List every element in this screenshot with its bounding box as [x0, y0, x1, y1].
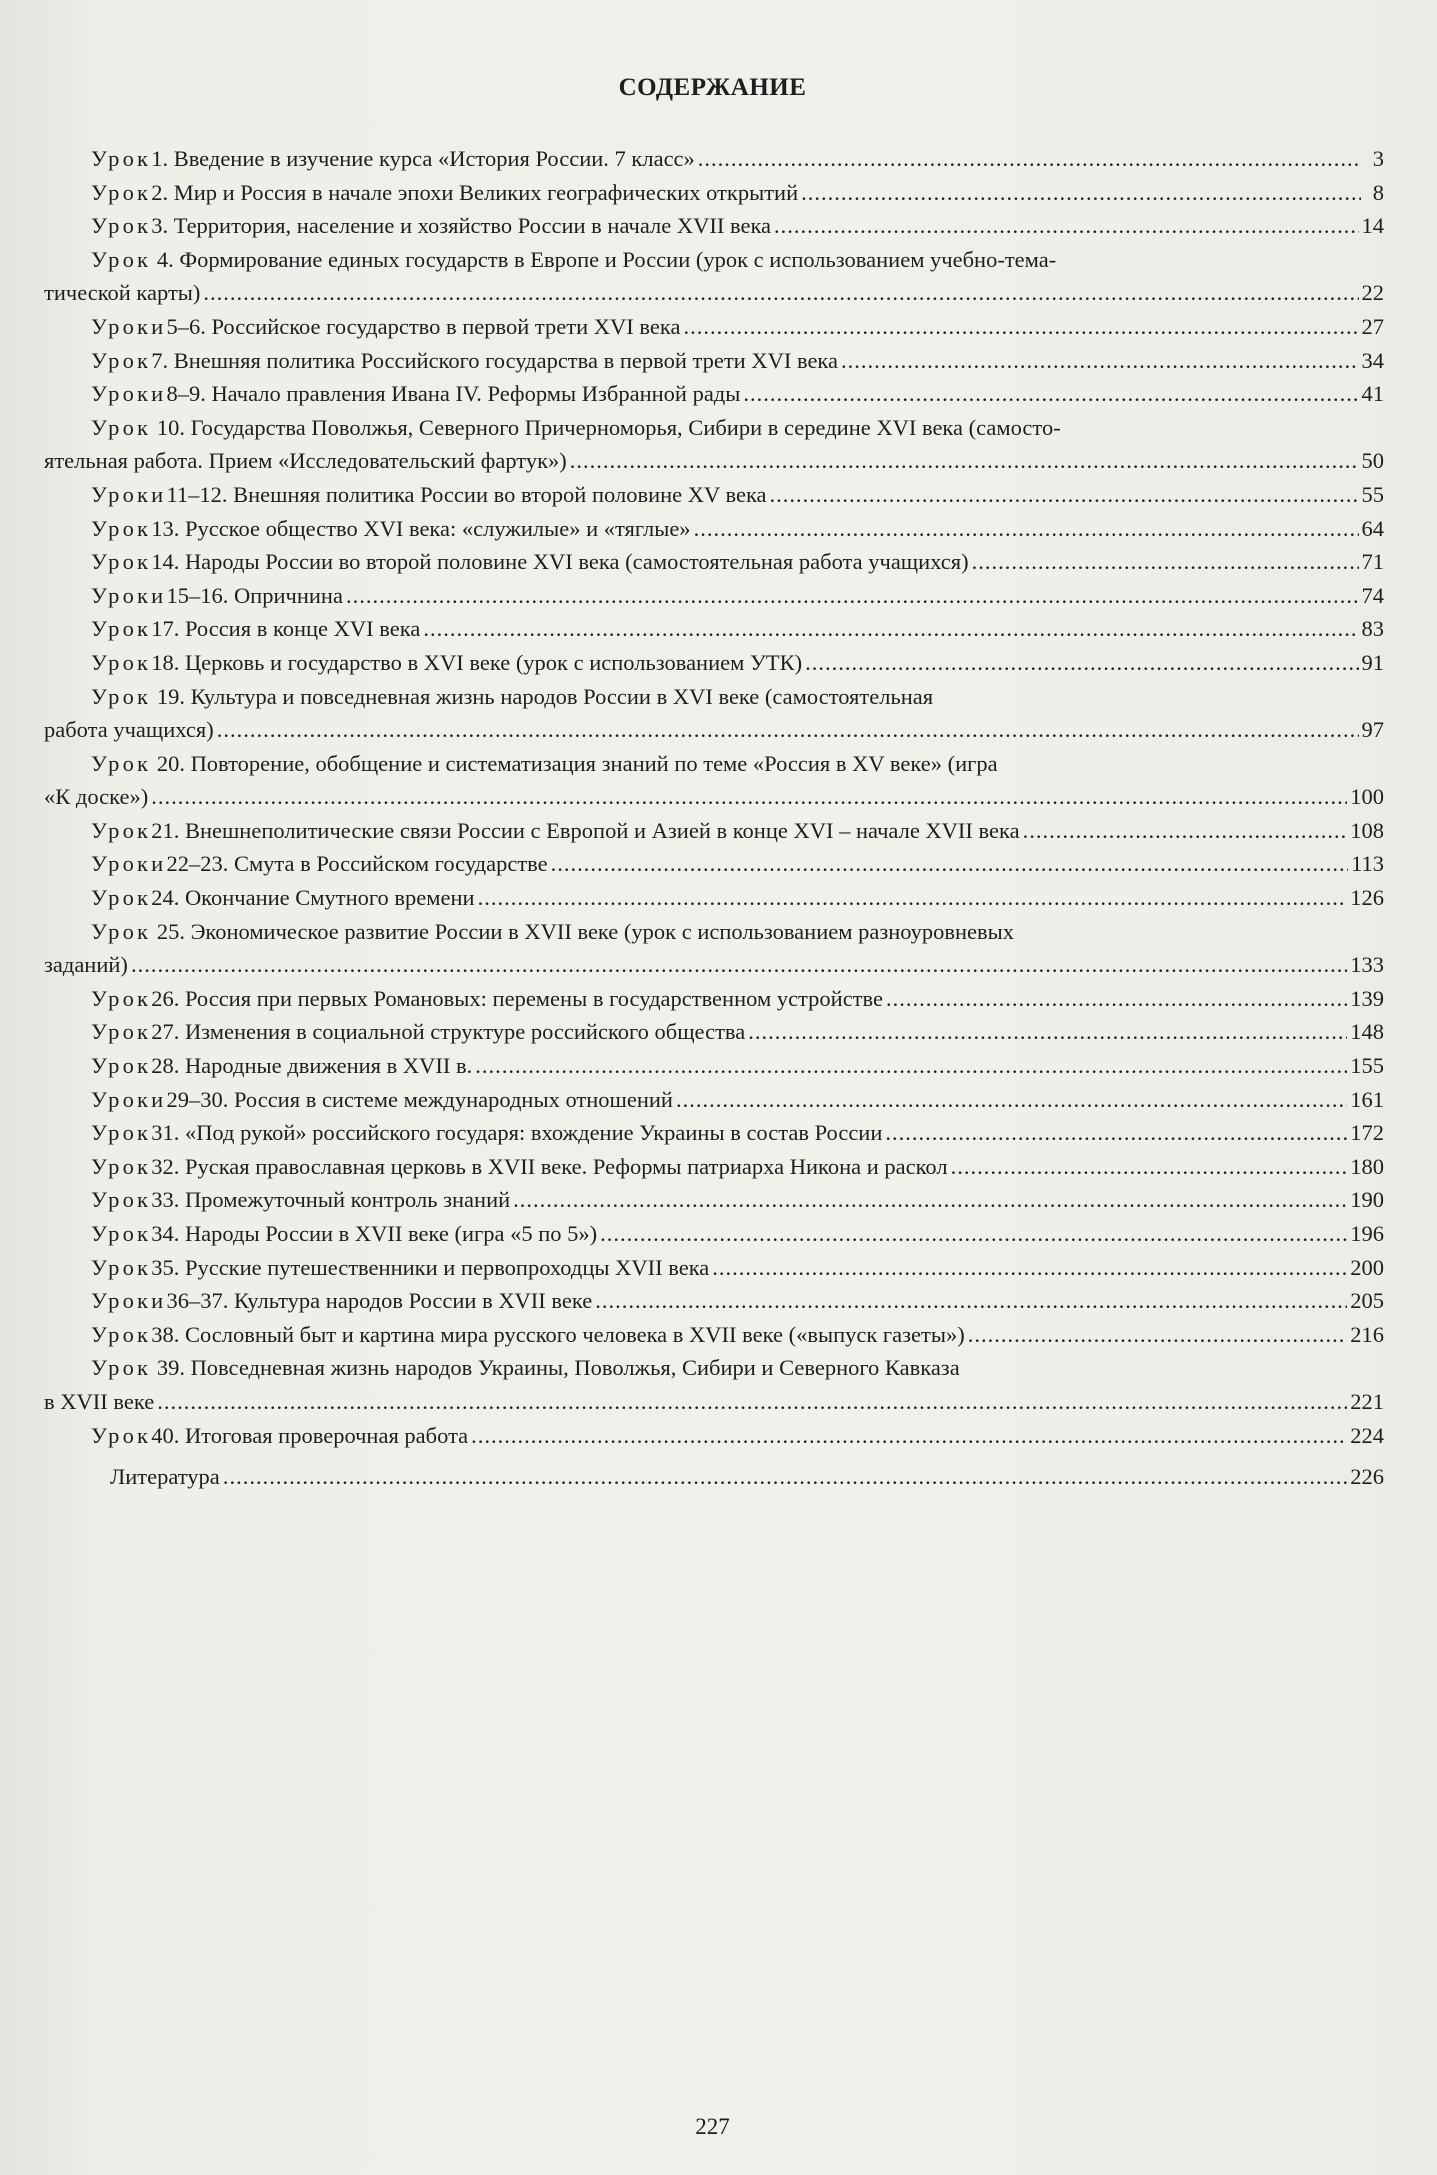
- toc-entry-prefix: Урок: [91, 414, 152, 440]
- dot-leader: [223, 1460, 1347, 1494]
- toc-entry-title: 4. Формирование единых государств в Европе и России (урок с использованием учебно-тема-: [151, 246, 1057, 272]
- toc-entry-prefix: Уроки: [91, 481, 167, 507]
- toc-entry-title: 10. Государства Поволжья, Северного Причерноморья, Сибири в середине XVI века (самосто-: [151, 414, 1061, 440]
- toc-entry-line: [44, 1150, 1384, 1184]
- toc-entry-title: 26. Россия при первых Романовых: перемены в государственном устройстве: [151, 985, 883, 1011]
- dot-leader: [551, 847, 1348, 881]
- toc-entry-page: 3: [1372, 146, 1384, 171]
- toc-entry-prefix: Урок: [91, 1120, 152, 1146]
- toc-entry-page: 108: [1350, 817, 1384, 843]
- toc-entry-continuation: [44, 948, 1384, 982]
- toc-entry-line: [44, 814, 1384, 848]
- toc-entry-line: [44, 1419, 1384, 1453]
- dot-leader: [676, 1083, 1347, 1117]
- toc-entry-line: [44, 1351, 1384, 1385]
- toc-entry-line: [44, 310, 1384, 344]
- toc-entry: [44, 1284, 1384, 1318]
- toc-entry-title: 20. Повторение, обобщение и систематизация знаний по теме «Россия в XV веке» (игра: [151, 750, 998, 776]
- dot-leader: [570, 444, 1359, 478]
- toc-entry-page: 27: [1361, 313, 1384, 339]
- dot-leader: [886, 982, 1347, 1016]
- toc-entry-line: [44, 915, 1384, 949]
- toc-entry-title: 18. Церковь и государство в XVI веке (урок с использованием УТК): [151, 649, 803, 675]
- toc-entry-line: [44, 1318, 1384, 1352]
- toc-entry-prefix: Урок: [91, 750, 152, 776]
- toc-entry-line: [44, 1049, 1384, 1083]
- toc-entry-continuation: [44, 444, 1384, 478]
- dot-leader: [972, 545, 1359, 579]
- dot-leader: [801, 176, 1361, 210]
- toc-entry-page: 55: [1361, 481, 1384, 507]
- toc-entry: [44, 747, 1384, 814]
- toc-entry-line: [44, 209, 1384, 243]
- toc-entry-page: 148: [1350, 1019, 1384, 1045]
- toc-entry-page: 64: [1361, 515, 1384, 541]
- dot-leader: [595, 1284, 1347, 1318]
- dot-leader: [774, 209, 1358, 243]
- table-of-contents: [44, 142, 1384, 1494]
- toc-entry-line: [44, 176, 1384, 210]
- toc-entry-line: [44, 1083, 1384, 1117]
- toc-entry-page: 8: [1372, 179, 1384, 205]
- toc-entry-page: 221: [1350, 1388, 1384, 1414]
- dot-leader: [770, 478, 1359, 512]
- dot-leader: [471, 1419, 1347, 1453]
- toc-entry-prefix: Уроки: [91, 1086, 167, 1112]
- dot-leader: [951, 1150, 1348, 1184]
- toc-entry-page: 172: [1350, 1120, 1384, 1146]
- toc-entry-title: 5–6. Российское государство в первой трети XVI века: [166, 313, 681, 339]
- dot-leader: [805, 646, 1358, 680]
- toc-entry-prefix: Уроки: [91, 313, 167, 339]
- toc-entry-title: 27. Изменения в социальной структуре российского общества: [151, 1019, 746, 1045]
- toc-entry-title: 13. Русское общество XVI века: «служилые» и «тяглые»: [151, 515, 691, 541]
- toc-entry-continuation: [44, 1385, 1384, 1419]
- toc-entry-page: 200: [1350, 1254, 1384, 1280]
- toc-entry-title-continued: заданий): [44, 952, 128, 978]
- toc-entry-title-continued: ятельная работа. Прием «Исследовательский фартук»): [44, 448, 567, 474]
- toc-entry-title: 2. Мир и Россия в начале эпохи Великих географических открытий: [151, 179, 799, 205]
- dot-leader: [600, 1217, 1347, 1251]
- toc-entry-page: 50: [1361, 448, 1384, 474]
- toc-entry-line: [44, 512, 1384, 546]
- toc-entry-prefix: Урок: [91, 885, 152, 911]
- toc-entry: [44, 680, 1384, 747]
- dot-leader: [885, 1116, 1347, 1150]
- toc-entry-title: 35. Русские путешественники и первопроходцы XVII века: [151, 1254, 710, 1280]
- toc-entry-prefix: Урок: [91, 1422, 152, 1448]
- toc-entry-line: [44, 881, 1384, 915]
- toc-entry-page: 139: [1350, 985, 1384, 1011]
- toc-literature-label: Литература: [110, 1464, 220, 1490]
- toc-entry-title-continued: работа учащихся): [44, 717, 214, 743]
- toc-entry-page: 41: [1361, 381, 1384, 407]
- toc-entry-title: 14. Народы России во второй половине XVI века (самостоятельная работа учащихся): [151, 549, 969, 575]
- toc-entry-page: 22: [1361, 280, 1384, 306]
- toc-entry-prefix: Урок: [91, 515, 152, 541]
- dot-leader: [1023, 814, 1348, 848]
- toc-entry-line: [44, 1217, 1384, 1251]
- toc-entry-title: 40. Итоговая проверочная работа: [151, 1422, 469, 1448]
- toc-entry-line: [44, 377, 1384, 411]
- toc-entry-title-continued: тической карты): [44, 280, 201, 306]
- toc-entry-prefix: Урок: [91, 1053, 152, 1079]
- toc-entry-page: 216: [1350, 1321, 1384, 1347]
- dot-leader: [478, 881, 1348, 915]
- toc-entry-prefix: Урок: [91, 817, 152, 843]
- page-number: 227: [695, 2114, 730, 2139]
- toc-entry: [44, 612, 1384, 646]
- toc-entry-page: 126: [1350, 885, 1384, 911]
- toc-entry-line: [44, 142, 1384, 176]
- toc-entry-line: [44, 847, 1384, 881]
- toc-entry-title: 34. Народы России в XVII веке (игра «5 по 5»): [151, 1221, 598, 1246]
- toc-entry-title: 25. Экономическое развитие России в XVII веке (урок с использованием разноуровневых: [151, 918, 1015, 944]
- toc-entry-prefix: Уроки: [91, 851, 167, 877]
- toc-entry: [44, 545, 1384, 579]
- toc-entry-page: 83: [1361, 616, 1384, 642]
- toc-literature-page: 226: [1350, 1464, 1384, 1490]
- dot-leader: [743, 377, 1358, 411]
- toc-entry-prefix: Урок: [91, 1019, 152, 1045]
- toc-entry-prefix: Урок: [91, 683, 152, 709]
- toc-entry: [44, 142, 1384, 176]
- dot-leader: [712, 1251, 1347, 1285]
- toc-entry: [44, 1183, 1384, 1217]
- toc-literature: [44, 1460, 1384, 1494]
- toc-entry-line: [44, 680, 1384, 714]
- toc-entry: [44, 847, 1384, 881]
- toc-entry-line: [44, 243, 1384, 277]
- toc-entry-prefix: Урок: [91, 146, 152, 171]
- toc-entry-continuation: [44, 276, 1384, 310]
- toc-entry: [44, 1351, 1384, 1418]
- toc-entry-page: 91: [1361, 649, 1384, 675]
- toc-entry-title: 22–23. Смута в Российском государстве: [166, 851, 548, 877]
- toc-entry-title: 3. Территория, население и хозяйство России в начале XVII века: [151, 213, 772, 239]
- toc-entry-prefix: Урок: [91, 1254, 152, 1280]
- toc-entry-title: 15–16. Опричнина: [166, 582, 343, 608]
- toc-entry-prefix: Урок: [91, 1153, 152, 1179]
- toc-entry-title: 7. Внешняя политика Российского государства в первой трети XVI века: [151, 347, 839, 373]
- toc-entry-page: 224: [1350, 1422, 1384, 1448]
- toc-entry: [44, 1419, 1384, 1453]
- toc-entry-prefix: Урок: [91, 1221, 152, 1246]
- toc-entry: [44, 478, 1384, 512]
- toc-entry-prefix: Урок: [91, 213, 152, 239]
- toc-entry-prefix: Уроки: [91, 582, 167, 608]
- dot-leader: [513, 1183, 1347, 1217]
- dot-leader: [694, 512, 1359, 546]
- toc-entry-prefix: Урок: [91, 1187, 152, 1213]
- toc-entry-page: 97: [1361, 717, 1384, 743]
- toc-entry-continuation: [44, 713, 1384, 747]
- dot-leader: [423, 612, 1358, 646]
- toc-entry-prefix: Урок: [91, 649, 152, 675]
- toc-entry-page: 100: [1350, 784, 1384, 810]
- toc-entry-title: 17. Россия в конце XVI века: [151, 616, 421, 642]
- toc-entry-title: 11–12. Внешняя политика России во второй половине XV века: [166, 481, 767, 507]
- toc-entry-title: 1. Введение в изучение курса «История России. 7 класс»: [151, 146, 695, 171]
- toc-entry-title: 38. Сословный быт и картина мира русского человека в XVII веке («выпуск газеты»): [151, 1321, 965, 1347]
- toc-entry: [44, 1015, 1384, 1049]
- toc-entry-title-continued: в XVII веке: [44, 1388, 155, 1414]
- toc-entry: [44, 176, 1384, 210]
- toc-entry-page: 133: [1350, 952, 1384, 978]
- toc-entry-line: [44, 1116, 1384, 1150]
- dot-leader: [346, 579, 1359, 613]
- toc-entry-page: 190: [1350, 1187, 1384, 1213]
- toc-entry-page: 161: [1350, 1086, 1384, 1112]
- toc-entry-line: [44, 747, 1384, 781]
- toc-entry-prefix: Уроки: [91, 1288, 167, 1314]
- toc-entry-page: 196: [1350, 1221, 1384, 1246]
- toc-entry: [44, 982, 1384, 1016]
- toc-entry-line: [44, 478, 1384, 512]
- dot-leader: [131, 948, 1347, 982]
- page-title: СОДЕРЖАНИЕ: [618, 74, 807, 101]
- toc-entry-line: [44, 612, 1384, 646]
- toc-entry: [44, 579, 1384, 613]
- dot-leader: [203, 276, 1358, 310]
- toc-entry-title: 24. Окончание Смутного времени: [151, 885, 475, 911]
- toc-entry-line: [44, 1284, 1384, 1318]
- toc-entry-line: [44, 982, 1384, 1016]
- toc-entry-title: 8–9. Начало правления Ивана IV. Реформы Избранной рады: [166, 381, 741, 407]
- toc-entry-line: [44, 344, 1384, 378]
- dot-leader: [157, 1385, 1347, 1419]
- toc-entry-title: 21. Внешнеполитические связи России с Европой и Азией в конце XVI – начале XVII века: [151, 817, 1020, 843]
- dot-leader: [968, 1318, 1348, 1352]
- toc-entry-line: [44, 411, 1384, 445]
- toc-entry: [44, 1049, 1384, 1083]
- toc-entry-title: 19. Культура и повседневная жизнь народов России в XVI веке (самостоятельная: [151, 683, 934, 709]
- toc-entry-page: 205: [1350, 1288, 1384, 1314]
- toc-entry-prefix: Урок: [91, 246, 152, 272]
- toc-entry: [44, 915, 1384, 982]
- toc-entry-page: 180: [1350, 1153, 1384, 1179]
- toc-entry-line: [44, 545, 1384, 579]
- toc-entry-title-continued: «К доске»): [44, 784, 149, 810]
- toc-entry-continuation: [44, 780, 1384, 814]
- toc-entry-title: 29–30. Россия в системе международных отношений: [166, 1086, 673, 1112]
- toc-entry-prefix: Урок: [91, 549, 152, 575]
- dot-leader: [683, 310, 1358, 344]
- toc-entry-prefix: Урок: [91, 985, 152, 1011]
- toc-entry-page: 155: [1350, 1053, 1384, 1079]
- toc-entry: [44, 1217, 1384, 1251]
- toc-entry-title: 28. Народные движения в XVII в.: [151, 1053, 473, 1079]
- toc-entry: [44, 344, 1384, 378]
- dot-leader: [151, 780, 1347, 814]
- toc-entry-title: 32. Руская православная церковь в XVII веке. Реформы патриарха Никона и раскол: [151, 1153, 948, 1179]
- toc-entry-line: [44, 579, 1384, 613]
- dot-leader: [475, 1049, 1347, 1083]
- toc-entry-prefix: Урок: [91, 918, 152, 944]
- toc-entry-title: 36–37. Культура народов России в XVII веке: [166, 1288, 593, 1314]
- toc-entry-title: 31. «Под рукой» российского государя: вхождение Украины в состав России: [151, 1120, 883, 1146]
- dot-leader: [698, 142, 1361, 176]
- toc-entry-page: 14: [1361, 213, 1384, 239]
- toc-entry: [44, 512, 1384, 546]
- toc-entry-prefix: Уроки: [91, 381, 167, 407]
- toc-entry-prefix: Урок: [91, 1321, 152, 1347]
- toc-entry-page: 113: [1351, 851, 1384, 877]
- dot-leader: [841, 344, 1358, 378]
- toc-entry-line: [44, 1183, 1384, 1217]
- toc-entry-page: 34: [1361, 347, 1384, 373]
- toc-entry: [44, 881, 1384, 915]
- toc-entry: [44, 1083, 1384, 1117]
- toc-entry: [44, 243, 1384, 310]
- toc-entry-prefix: Урок: [91, 1355, 152, 1381]
- toc-entry: [44, 1251, 1384, 1285]
- toc-entry-title: 39. Повседневная жизнь народов Украины, Поволжья, Сибири и Северного Кавказа: [151, 1355, 960, 1381]
- toc-entry-title: 33. Промежуточный контроль знаний: [151, 1187, 511, 1213]
- toc-entry: [44, 646, 1384, 680]
- dot-leader: [217, 713, 1359, 747]
- toc-entry: [44, 209, 1384, 243]
- toc-entry-line: [44, 1015, 1384, 1049]
- toc-entry-line: [44, 1251, 1384, 1285]
- toc-entry-line: [44, 646, 1384, 680]
- dot-leader: [748, 1015, 1347, 1049]
- toc-entry: [44, 411, 1384, 478]
- toc-entry-page: 71: [1361, 549, 1384, 575]
- toc-entry-prefix: Урок: [91, 616, 152, 642]
- toc-entry: [44, 814, 1384, 848]
- toc-entry-page: 74: [1361, 582, 1384, 608]
- toc-entry: [44, 1150, 1384, 1184]
- toc-entry-prefix: Урок: [91, 347, 152, 373]
- toc-entry-prefix: Урок: [91, 179, 152, 205]
- toc-entry: [44, 1318, 1384, 1352]
- toc-entry: [44, 310, 1384, 344]
- toc-entry: [44, 377, 1384, 411]
- toc-entry: [44, 1116, 1384, 1150]
